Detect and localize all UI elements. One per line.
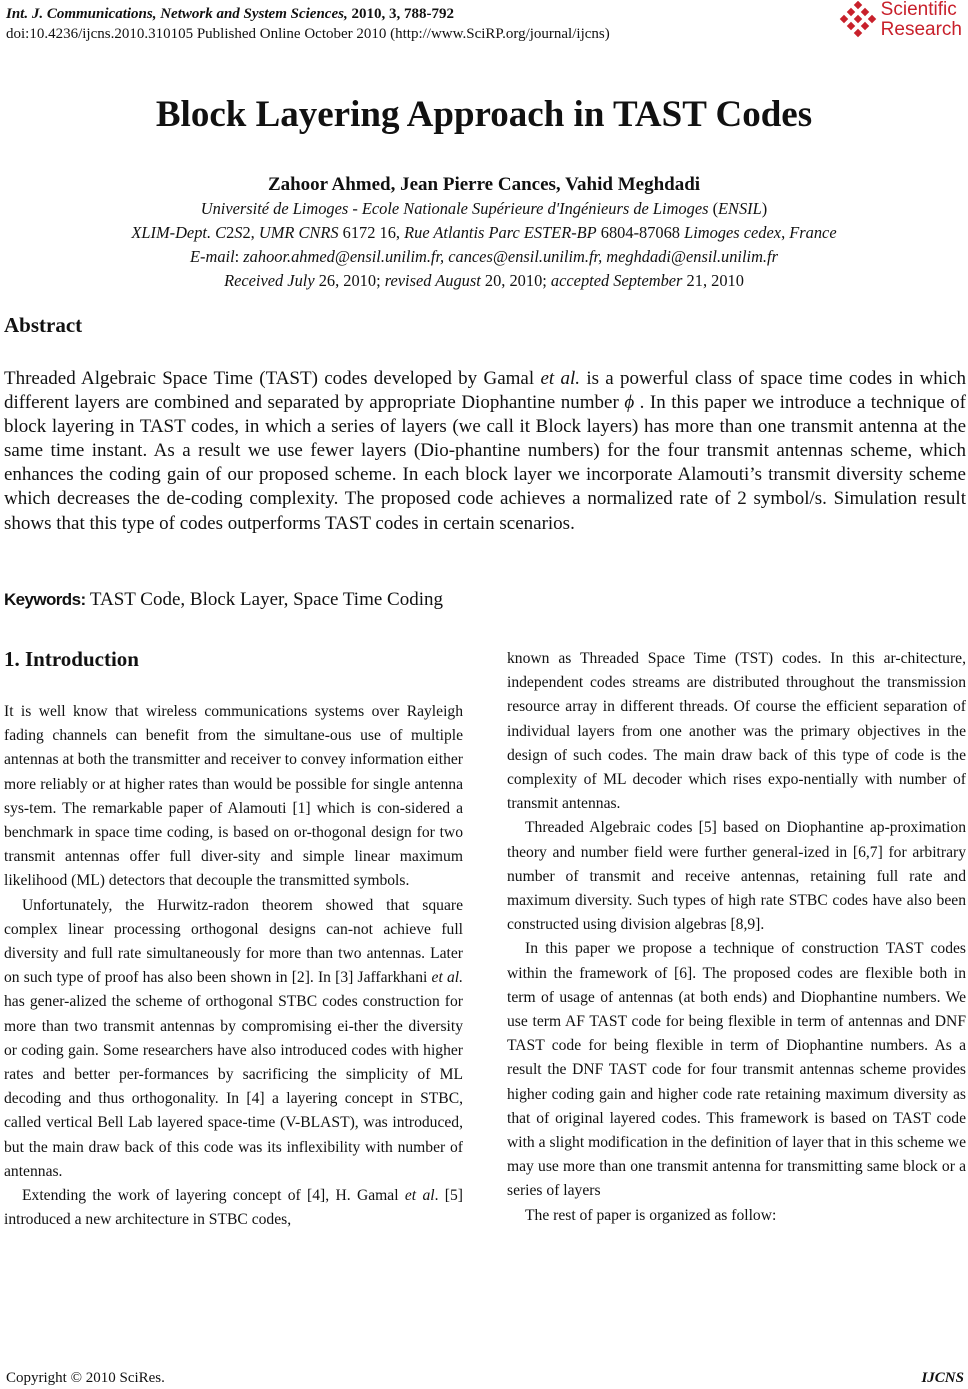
revised-date: 20, 2010; bbox=[480, 271, 551, 290]
logo-wordmark bbox=[881, 0, 962, 40]
affil-street: Rue Atlantis Parc ESTER-BP bbox=[404, 223, 597, 242]
affil-text: : bbox=[234, 247, 244, 266]
affil-university: Université de Limoges - Ecole Nationale Supérieure d'Ingénieurs de Limoges bbox=[200, 199, 709, 218]
author-list: Zahoor Ahmed, Jean Pierre Cances, Vahid Meghdadi bbox=[267, 174, 701, 195]
logo-word-2: Research bbox=[880, 19, 962, 40]
paragraph: The rest of paper is organized as follow: bbox=[525, 1206, 777, 1224]
logo-word-1: Scientific bbox=[880, 0, 957, 20]
phi-symbol: ϕ bbox=[624, 392, 635, 414]
keywords-text: TAST Code, Block Layer, Space Time Coding bbox=[85, 589, 443, 610]
affiliation-line-1 bbox=[0, 197, 968, 221]
section-heading-introduction: 1. Introduction bbox=[4, 647, 139, 671]
received-dates bbox=[0, 269, 968, 293]
affil-text: ) bbox=[761, 199, 768, 218]
paragraph: known as Threaded Space Time (TST) codes. In this ar-chitecture, independent codes streams are distributed throughout the transmission resource array in different threads. Of course the efficient separation of individual layers from one another was the primary objectives in the design of such codes. The main draw back of this type of code is the complexity of ML decoder which rises expo-nentially with number of transmit antennas. bbox=[507, 650, 966, 813]
affil-text: 2, bbox=[242, 223, 259, 242]
abstract-text-italic: et al. bbox=[540, 368, 581, 389]
affil-text: ( bbox=[708, 199, 719, 218]
paragraph-text-italic: et al bbox=[404, 1187, 435, 1205]
email-addresses: zahoor.ahmed@ensil.unilim.fr, cances@ensil.unilim.fr, meghdadi@ensil.unilim.fr bbox=[243, 247, 778, 266]
affil-text: 6804-87068 bbox=[596, 223, 685, 242]
abstract-body bbox=[4, 367, 966, 536]
abstract-heading: Abstract bbox=[4, 313, 83, 337]
affil-school: ENSIL bbox=[718, 199, 762, 218]
right-column bbox=[507, 647, 966, 1228]
journal-citation bbox=[6, 4, 610, 24]
paragraph-text-italic: et al. bbox=[431, 969, 463, 987]
revised-label: revised August bbox=[384, 271, 481, 290]
paragraph-text: has gener-alized the scheme of orthogonal STBC codes construction for more than two transmit antennas by compromising ei-ther the diversity or coding gain. Some researchers have also introduced codes with higher rates and better per-formances by sacrificing the simplicity of ML decoding and thus orthogonality. In [4] a layering concept in STBC, called vertical Bell Lab layered space-time (V-BLAST), was introduced, but the main draw back of this code was its inflexibility with number of antennas. bbox=[4, 993, 463, 1180]
paragraph: In this paper we propose a technique of construction TAST codes within the framework of [6]. The proposed codes are flexible both in term of usage of antennas (at both ends) and Diophantine numbers. We use term AF TAST code for being flexible in term of antennas and DNF TAST code for being flexible in term of Diophantine numbers. As a result the DNF TAST code for four transmit antennas scheme provides higher coding gain and higher code rate retaining maximum diversity as that of original layered codes. This framework is based on TAST code with a slight modification in the definition of layer that in this scheme we may use more than one transmit antenna for transmitting same block or a series of layers bbox=[507, 940, 966, 1200]
journal-name: Int. J. Communications, Network and System Sciences, bbox=[6, 6, 348, 22]
affil-country: France bbox=[789, 223, 837, 242]
affil-text: 2 bbox=[226, 223, 235, 242]
received-label: Received July bbox=[224, 271, 315, 290]
affiliation-line-2 bbox=[0, 221, 968, 245]
paragraph-text: Extending the work of layering concept of [4], H. Gamal bbox=[22, 1187, 405, 1205]
affil-dept: XLIM-Dept. C bbox=[131, 223, 227, 242]
email-label: E-mail bbox=[190, 247, 235, 266]
doi-line: doi:10.4236/ijcns.2010.310105 Published Online October 2010 (http://www.SciRP.org/journal/ijcns) bbox=[6, 26, 610, 42]
paragraph-text: . [5] introduced a new architecture in STBC codes, bbox=[4, 1187, 463, 1229]
publisher-logo bbox=[839, 0, 962, 40]
accepted-label: accepted September bbox=[550, 271, 683, 290]
journal-header bbox=[6, 4, 610, 44]
affil-city: Limoges cedex bbox=[684, 223, 782, 242]
affil-umr: UMR CNRS bbox=[258, 223, 339, 242]
abstract-text: . In this paper we introduce a technique of block layering in TAST codes, in which a series of layers (we call it Block layers) has more than one transmit antenna at the same time instant. As a result we use fewer layers (Dio-phantine numbers) for the four transmit antennas scheme, which enhances the coding gain of our proposed scheme. In each block layer we incorporate Alamouti’s transmit diversity scheme which decreases the de-coding complexity. The proposed code achieves a normalized rate of 2 symbol/s. Simulation result shows that this type of codes outperforms TAST codes in certain scenarios. bbox=[4, 392, 967, 534]
journal-abbrev: IJCNS bbox=[921, 1370, 964, 1386]
paper-title: Block Layering Approach in TAST Codes bbox=[155, 94, 813, 135]
paragraph: It is well know that wireless communications systems over Rayleigh fading channels can benefit from the simultane-ous use of multiple antennas at both the transmitter and receiver to convey information either more reliably or at higher rates than would be possible for single antenna sys-tem. The remarkable paper of Alamouti [1] which is con-sidered a benchmark in space time coding, is based on or-thogonal design for two transmit antennas offer full diver-sity and simple linear maximum likelihood (ML) detectors that decouple the transmitted symbols. bbox=[4, 703, 463, 890]
left-column bbox=[4, 700, 463, 1232]
copyright: Copyright © 2010 SciRes. bbox=[6, 1370, 165, 1386]
email-line bbox=[0, 245, 968, 269]
abstract-text: Threaded Algebraic Space Time (TAST) codes developed by Gamal bbox=[4, 368, 541, 389]
scirp-logo-icon bbox=[839, 1, 877, 39]
affil-text: 6172 16, bbox=[338, 223, 405, 242]
paragraph bbox=[4, 894, 463, 1184]
accepted-date: 21, 2010 bbox=[682, 271, 744, 290]
paragraph: Threaded Algebraic codes [5] based on Diophantine ap-proximation theory and number field were further general-ized in [6,7] for arbitrary number of transmit and receive antennas, retaining full rate and maximum diversity. Such types of high rate STBC codes have also been constructed using division algebras [8,9]. bbox=[507, 819, 966, 934]
affil-text: , bbox=[781, 223, 790, 242]
paragraph-text: Unfortunately, the Hurwitz-radon theorem showed that square complex linear processing orthogonal designs can-not achieve full diversity and full rate simultaneously for more than two antennas. Later on such type of proof has also been shown in [2]. In [3] Jaffarkhani bbox=[4, 896, 463, 987]
keywords-label: Keywords: bbox=[4, 590, 86, 609]
abstract-text: is a powerful class of space time codes in which different layers are combined and separated by appropriate Diophantine number bbox=[4, 368, 966, 414]
journal-volume: 2010, 3, 788-792 bbox=[347, 6, 454, 22]
paragraph bbox=[4, 1184, 463, 1232]
received-date: 26, 2010; bbox=[314, 271, 385, 290]
affil-dept: S bbox=[234, 223, 243, 242]
keywords bbox=[4, 588, 443, 612]
